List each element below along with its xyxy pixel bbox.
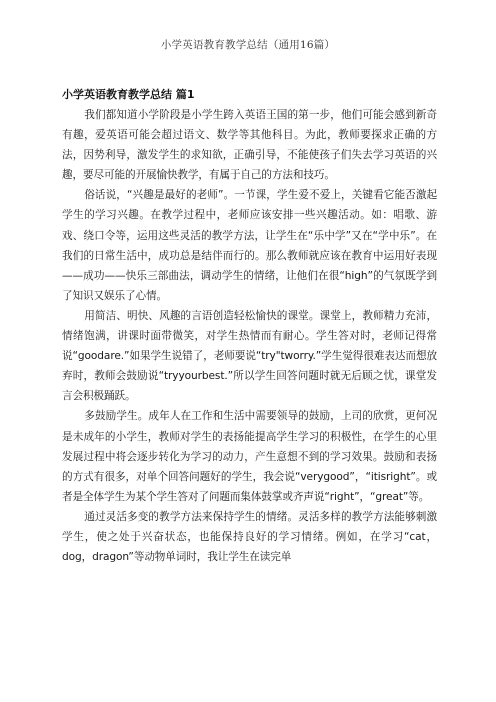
document-title: 小学英语教育教学总结（通用16篇） <box>160 39 336 51</box>
paragraph-1: 我们都知道小学阶段是小学生跨入英语王国的第一步，他们可能会感到新奇有趣，爱英语可能会超过语文、数学等其他科目。为此，教师要探求正确的方法，因势利导，激发学生的求知欲，正确引导，不能使孩子们失去学习英语的兴趣，要尽可能的开展愉快教学，有属于自己的方法和技巧。 <box>62 109 437 182</box>
paragraph-3: 用简洁、明快、风趣的言语创造轻松愉快的课堂。课堂上，教师精力充沛，情绪饱满，讲课时面带微笑，对学生热情而有耐心。学生答对时，老师记得常说“goodare.”如果学生说错了，老师要说“try"tworry.”学生觉得很难表达而想放弃时，教师会鼓励说“tryyourbest.”所以学生回答问题时就无后顾之忧，课堂发言会积极踊跃。 <box>62 309 437 403</box>
paragraph-2: 俗话说，“兴趣是最好的老师”。一节课，学生爱不爱上，关键看它能否激起学生的学习兴趣。在教学过程中，老师应该安排一些兴趣活动。如：唱歌、游戏、绕口令等，运用这些灵活的教学方法，让学生在“乐中学”又在“学中乐”。在我们的日常生活中，成功总是结伴而行的。那么教师就应该在教育中运用好表现——成功——快乐三部曲法，调动学生的情绪，让他们在很“high”的气氛既学到了知识又娱乐了心情。 <box>62 189 437 302</box>
paragraph-4: 多鼓励学生。成年人在工作和生活中需要领导的鼓励，上司的欣赏，更何况是未成年的小学生，教师对学生的表扬能提高学生学习的积极性，在学生的心里发展过程中将会逐步转化为学习的动力，产生意想不到的学习效果。鼓励和表扬的方式有很多，对单个回答问题好的学生，我会说“verygood”，“itisright”。或者是全体学生为某个学生答对了问题而集体鼓掌或齐声说“right”，“great”等。 <box>62 410 437 503</box>
document-body <box>62 105 437 567</box>
section-heading: 小学英语教育教学总结 篇1 <box>62 88 195 101</box>
paragraph-5: 通过灵活多变的教学方法来保持学生的情绪。灵活多样的教学方法能够刺激学生，使之处于兴奋状态，也能保持良好的学习情绪。例如，在学习“cat，dog，dragon”等动物单词时，我让学生在读完单 <box>62 510 437 564</box>
